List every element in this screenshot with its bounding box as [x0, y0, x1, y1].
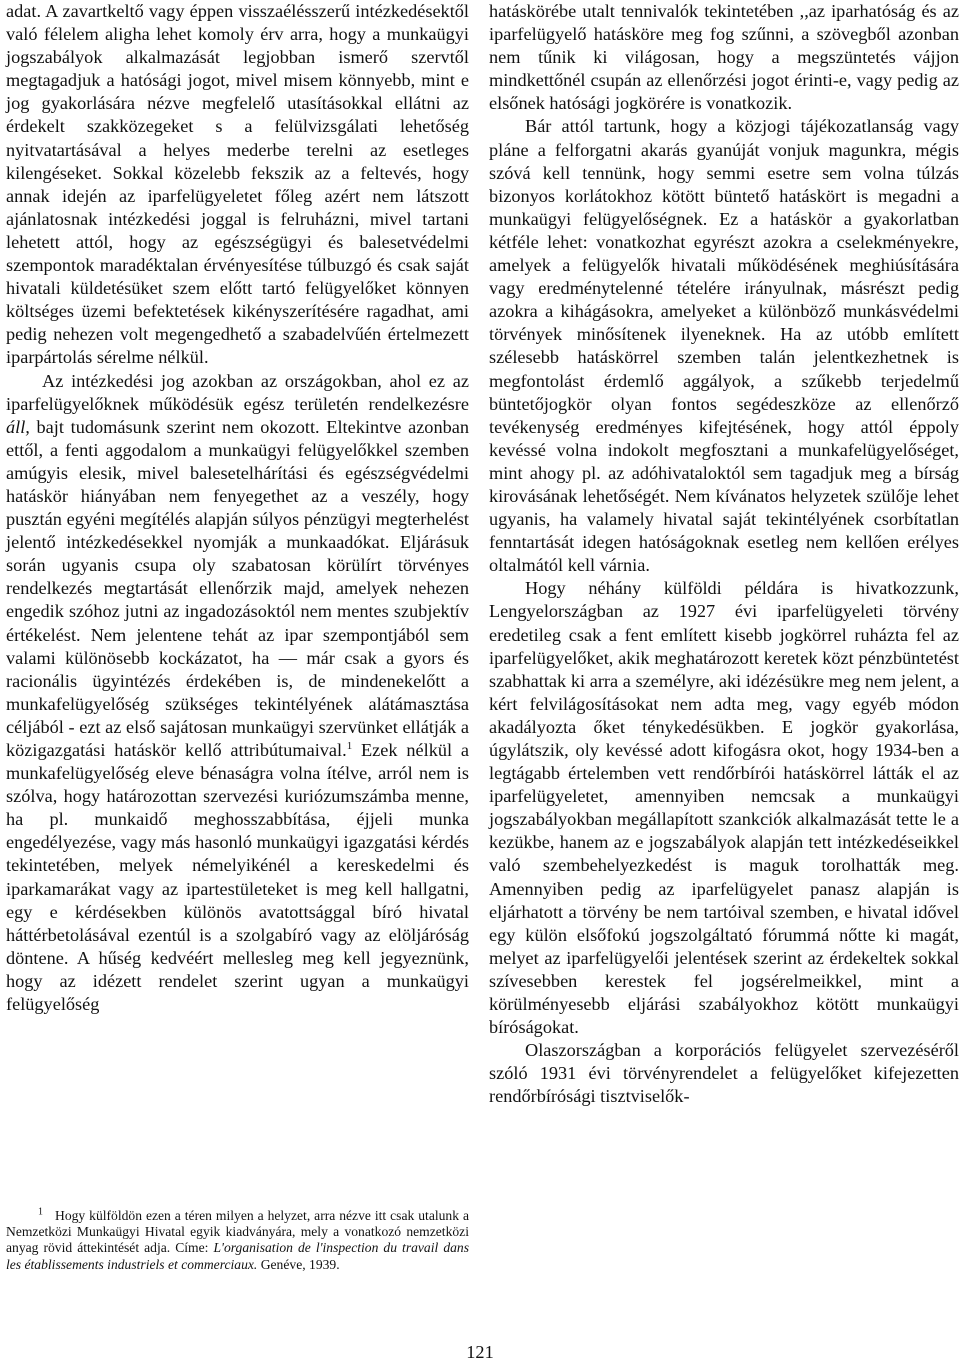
right-column — [489, 0, 959, 1109]
footnote-text — [6, 1208, 469, 1273]
footnote-body: Hogy külföldön ezen a téren milyen a helyzet, arra nézve itt csak utalunk a Nemzetközi Munkaügyi Hivatal egyik kiadványára, mely a vonatkozó nemzetközi anyag rövid áttekintését adja. Címe: — [6, 1208, 469, 1256]
paragraph-text: Ezek nélkül a munkafelügyelőség eleve bénaságra volna ítélve, arról nem is szólva, hogy határozottan szervezési kuriózumszámba menne, ha pl. munkaidő meghosszabbítása, éjjeli munka engedélyezése, vagy más hasonló munkaügyi igazgatási kérdés tekintetében, melyek némelyikénél a kereskedelmi és iparkamarákat vagy az ipartestületeket is meg kell hallgatni, egy e kérdésekben különös avatottsággal bíró hivatal háttérbetolásával ezentúl is a szolgabíró vagy az elöljáróság döntene. A hűség kedvéért mellesleg meg kell jegyeznünk, hogy az idézett rendelet szerint ugyan a munkaügyi felügyelőség — [6, 740, 469, 1015]
paragraph: Olaszországban a korporációs felügyelet szervezéséről szóló 1931 évi törvényrendelet a felügyelőket kifejezetten rendőrbírósági tisztviselők- — [489, 1040, 959, 1107]
paragraph-text: Az intézkedési jog azokban az országokban, ahol ez az iparfelügyelőknek működésük egész területén rendelkezésre — [6, 370, 469, 414]
footnote — [6, 1208, 469, 1273]
footnote-title: L'organisation de l'inspection du travail dans les établissements industriels et commerciaux. — [6, 1240, 469, 1272]
emphasis-text: áll, — [6, 416, 30, 437]
paragraph: adat. A zavartkeltő vagy éppen visszaélésszerű intézkedésektől való félelem aligha lehet komoly érv arra, hogy a munkaügyi jogszabályok alkalmazását legjobban ismerő szervtől megtagadjuk a hatósági jogot, mivel misem könnyebb, mint e jog gyakorlására nézve megfelelő utasításokkal ellátni az érdekelt szakközegeket s a felülvizsgálati lehetőség nyitvatartásával a helyes mederbe terelni az esetleges kilengéseket. Sokkal közelebb fekszik az a feltevés, hogy annak idején az iparfelügyeletet főleg azért nem látszott ajánlatosnak intézkedési joggal is felruházni, mivel tartani lehetett attól, hogy az egészségügyi és balesetvédelmi szempontok maradéktalan érvényesítése túlbuzgó és csak saját hivatali küldetésüket szem előtt tartó felügyelőket könnyen költséges üzemi befektetések kikényszerítésére ragadhat, ami pedig nehezen volt megengedhető a szabadelvűén értelmezett iparpártolás sérelme nélkül. — [6, 1, 469, 368]
paragraph — [6, 370, 469, 1017]
paragraph: Bár attól tartunk, hogy a közjogi tájékozatlanság vagy pláne a felforgatni akarás gyanúját vonjuk magunkra, mégis szóvá kell tennünk, hogy semmi esetre sem volna túlzás bizonyos korlátokhoz kötött büntető hatáskört is megadni a munkaügyi felügyelőségnek. Ez a hatáskör a gyakorlatban kétféle lehet: vonatkozhat egyrészt azokra a cselekményekre, amelyek a felügyelők hivatali működésének meghiúsítására vagy eredménytelenné tételére irányulnak, másrészt pedig azokra a kihágásokra, amelyeket a különböző munkásvédelmi törvények minősítenek ilyeneknek. Ha az utóbb említett szélesebb hatáskörrel szemben talán jelentkezhetnek is megfontolást érdemlő aggályok, a szűkebb terjedelmű büntetőjogkör olyan fontos segédeszköze az ellenőrző tevékenység eredményes kifejtésének, hogy attól éppoly kevéssé volna indokolt megfosztani a munkafelügyelőséget, mint ahogy pl. az adóhivataloktól sem tagadjuk meg a bírság kirovásának lehetőségét. Nem kívánatos helyzetek szülője lehet ugyanis, ha valamely hivatal saját tekintélyének csorbítatlan fenntartását idegen hatóságoknak esetleg nem kellően erélyes oltalmától kell várnia. — [489, 116, 959, 576]
footnote-mark: 1 — [38, 1206, 43, 1218]
page-number: 121 — [466, 1342, 494, 1362]
footnote-place-date: Genéve, 1939. — [257, 1256, 340, 1272]
paragraph: Hogy néhány külföldi példára is hivatkozzunk, Lengyelországban az 1927 évi iparfelügyeleti törvény eredetileg csak a fent említett kisebb jogkörrel ruházta fel az iparfelügyelőket, akik meghatározott keretek közt pénzbüntetést szabhattak ki arra a személyre, aki idézésükre meg nem jelent, a kért felvilágosításokat nem adta meg, vagy egyéb módon akadályozta őket ténykedésükben. E jogkör gyakorlása, úgylátszik, oly kevéssé adott kifogásra okot, hogy 1934-ben a legtágabb értelemben vett rendőrbírói hatáskörrel látták el az iparfelügyeletet, amennyiben nemcsak a munkaügyi jogszabályokban megállapított szankciók alkalmazását tette le a kezükbe, hanem az e jogszabályok alapján tett intézkedéseikkel való szembehelyezkedést is maguk torolhatták meg. Amennyiben pedig az iparfelügyelet panasz alapján is eljárhatott a törvény be nem tartóival szemben, e hivatal idővel egy külön elsőfokú jogszolgáltató fórummá nőtte ki magát, melyet az iparfelügyelői jelentések szerint az érdekeltek sokkal szívesebben kerestek fel jogsérelmeikkel, mint a körülményesebb eljárási szabályokhoz kötött munkaügyi bíróságokat. — [489, 578, 959, 1038]
paragraph: hatáskörébe utalt tennivalók tekintetében ,,az iparhatóság és az iparfelügyelő hatásköre meg fog szűnni, a szövegből azonban nem tűnik ki világosan, hogy a megszüntetés vájjon mindkettőnél csupán az ellenőrzési jogot érinti-e, vagy pedig az elsőnek hatósági jogkörére is vonatkozik. — [489, 1, 959, 114]
footnote-reference: 1 — [346, 739, 353, 752]
left-column — [6, 0, 469, 1016]
paragraph-text: bajt tudomásunk szerint nem okozott. Eltekintve azonban ettől, a fenti aggodalom a munkaügyi felügyelőkkel szemben amúgyis elesik, mivel balesetelhárítási és egészségvédelmi hatáskör hiányában nem fenyegethet az a veszély, hogy pusztán egyéni megítélés alapján súlyos pénzügyi megterhelést jelentő intézkedésekkel nyomják a munkaadókat. Eljárásuk során ugyanis csupa oly szabatosan körülírt törvényes rendelkezés megtartását ellenőrzik majd, amelyek nehezen engedik szóhoz jutni az ingadozásoktól nem mentes szubjektív értékelést. Nem jelentene tehát az ipar szempontjából sem valami különösebb kockázatot, ha — már csak a gyors és racionális ügyintézés érdekében is, de mindenekelőtt a munkafelügyelőség szükséges tekintélyének alátámasztása céljából - ezt az első sajátosan munkaügyi szervünket ellátják a közigazgatási hatáskör kellő attribútumaival. — [6, 416, 469, 760]
